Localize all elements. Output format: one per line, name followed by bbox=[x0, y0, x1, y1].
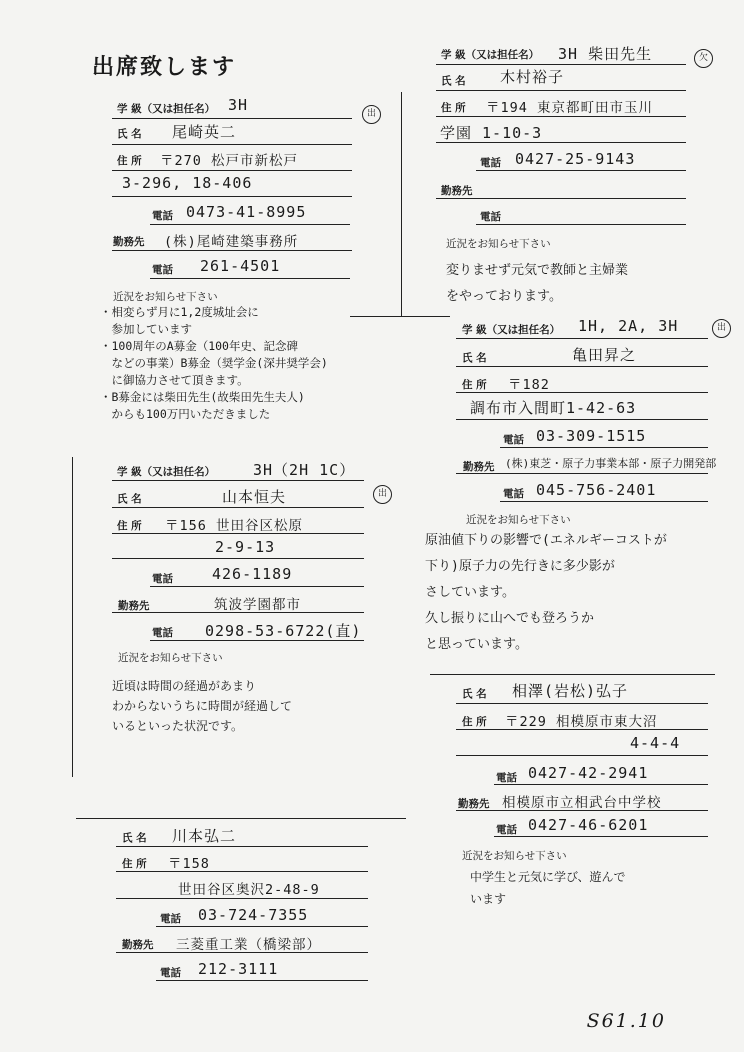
address-label: 住 所 bbox=[462, 379, 487, 391]
news-text: 中学生と元気に学び、遊んで います bbox=[470, 870, 626, 906]
name-label: 氏 名 bbox=[117, 493, 142, 505]
grade-label: 学 級（又は担任名） bbox=[462, 324, 561, 336]
name-value: 尾崎英二 bbox=[172, 123, 237, 141]
news-label: 近況をお知らせ下さい bbox=[113, 291, 218, 303]
news-label: 近況をお知らせ下さい bbox=[118, 652, 223, 664]
phone-value: 03-724-7355 bbox=[198, 906, 309, 924]
attendance-seal: 出 bbox=[712, 319, 731, 338]
address-line2: 4-4-4 bbox=[630, 734, 681, 752]
address-label: 住 所 bbox=[117, 520, 142, 532]
work-value: (株)尾崎建築事務所 bbox=[164, 234, 299, 250]
work-phone-value: 261-4501 bbox=[200, 257, 281, 275]
work-value: 三菱重工業（橋梁部） bbox=[176, 937, 321, 953]
phone-value: 0427-25-9143 bbox=[515, 150, 636, 168]
address-label: 住 所 bbox=[122, 858, 147, 870]
attendance-seal: 出 bbox=[373, 485, 392, 504]
date-stamp: S61.10 bbox=[586, 1010, 666, 1032]
address-line2: 学園 1-10-3 bbox=[440, 124, 543, 142]
phone-label: 電話 bbox=[152, 210, 173, 222]
work-phone-value: 0427-46-6201 bbox=[528, 816, 649, 834]
work-phone-label: 電話 bbox=[160, 967, 181, 979]
name-label: 氏 名 bbox=[122, 832, 147, 844]
address-line2: 世田谷区奥沢2-48-9 bbox=[178, 882, 320, 898]
work-value: (株)東芝・原子力事業本部・原子力開発部 bbox=[505, 457, 717, 470]
attendance-seal: 欠 bbox=[694, 49, 713, 68]
work-label: 勤務先 bbox=[122, 939, 154, 951]
phone-value: 426-1189 bbox=[212, 565, 293, 583]
name-label: 氏 名 bbox=[462, 352, 487, 364]
phone-label: 電話 bbox=[480, 157, 501, 169]
grade-value: 3H 柴田先生 bbox=[558, 45, 653, 63]
name-value: 木村裕子 bbox=[500, 68, 565, 86]
news-text: 変りませず元気で教師と主婦業 をやっております。 bbox=[446, 263, 629, 304]
news-text: 原油値下りの影響で(エネルギーコストが 下り)原子力の先行きに多少影が さしています。 久し振りに山へでも登ろうか と思っています。 bbox=[425, 533, 667, 652]
name-value: 川本弘二 bbox=[172, 827, 237, 845]
news-label: 近況をお知らせ下さい bbox=[446, 238, 551, 250]
name-label: 氏 名 bbox=[462, 688, 487, 700]
address-line1: 〒229 相模原市東大沼 bbox=[505, 714, 658, 730]
address-line2: 2-9-13 bbox=[215, 538, 276, 556]
phone-value: 0427-42-2941 bbox=[528, 764, 649, 782]
address-line1: 〒270 松戸市新松戸 bbox=[160, 153, 299, 169]
grade-value: 3H（2H 1C） bbox=[253, 461, 356, 479]
work-value: 相模原市立相武台中学校 bbox=[502, 795, 662, 811]
name-value: 亀田昇之 bbox=[572, 346, 637, 364]
name-value: 山本恒夫 bbox=[222, 488, 287, 506]
address-line1: 〒158 bbox=[168, 856, 210, 872]
grade-label: 学 級（又は担任名） bbox=[117, 466, 216, 478]
phone-label: 電話 bbox=[503, 434, 524, 446]
column-divider bbox=[401, 92, 402, 317]
work-phone-label: 電話 bbox=[503, 488, 524, 500]
phone-value: 03-309-1515 bbox=[536, 427, 647, 445]
work-phone-label: 電話 bbox=[496, 824, 517, 836]
news-text: ・相変らず月に1,2度城址会に 参加しています ・100周年のA募金（100年史、記念碑 などの事業）B募金（奨学金(深井奨学会) に御協力させて頂きます。 ・B募金には柴田先生(故柴田先生夫人) からも100万円いただきました bbox=[100, 305, 328, 421]
work-phone-label: 電話 bbox=[152, 627, 173, 639]
work-phone-value: 212-3111 bbox=[198, 960, 279, 978]
attendance-seal: 出 bbox=[362, 105, 381, 124]
news-label: 近況をお知らせ下さい bbox=[466, 514, 571, 526]
address-label: 住 所 bbox=[117, 155, 142, 167]
address-line1: 〒194 東京都町田市玉川 bbox=[486, 100, 654, 116]
phone-label: 電話 bbox=[496, 772, 517, 784]
name-label: 氏 名 bbox=[441, 75, 466, 87]
grade-value: 3H bbox=[228, 96, 249, 114]
address-label: 住 所 bbox=[462, 716, 487, 728]
work-label: 勤務先 bbox=[118, 600, 150, 612]
divider-line bbox=[350, 316, 450, 317]
work-label: 勤務先 bbox=[458, 798, 490, 810]
name-label: 氏 名 bbox=[117, 128, 142, 140]
address-line2: 調布市入間町1-42-63 bbox=[470, 399, 637, 417]
work-phone-label: 電話 bbox=[480, 211, 501, 223]
grade-value: 1H, 2A, 3H bbox=[578, 317, 679, 335]
grade-label: 学 級（又は担任名） bbox=[441, 49, 540, 61]
phone-label: 電話 bbox=[160, 913, 181, 925]
news-text: 近頃は時間の経過があまり わからないうちに時間が経過して いるといった状況です。 bbox=[112, 679, 293, 733]
page-title: 出席致します bbox=[92, 54, 237, 80]
news-label: 近況をお知らせ下さい bbox=[462, 850, 567, 862]
address-line1: 〒182 bbox=[508, 377, 550, 393]
work-label: 勤務先 bbox=[441, 185, 473, 197]
work-phone-value: 0298-53-6722(直) bbox=[205, 622, 362, 640]
work-value: 筑波学園都市 bbox=[214, 597, 301, 613]
address-line2: 3-296, 18-406 bbox=[122, 174, 253, 192]
grade-label: 学 級（又は担任名） bbox=[117, 103, 216, 115]
name-value: 相澤(岩松)弘子 bbox=[512, 682, 629, 700]
address-label: 住 所 bbox=[441, 102, 466, 114]
phone-value: 0473-41-8995 bbox=[186, 203, 307, 221]
work-phone-value: 045-756-2401 bbox=[536, 481, 657, 499]
work-phone-label: 電話 bbox=[152, 264, 173, 276]
address-line1: 〒156 世田谷区松原 bbox=[165, 518, 304, 534]
work-label: 勤務先 bbox=[113, 236, 145, 248]
phone-label: 電話 bbox=[152, 573, 173, 585]
work-label: 勤務先 bbox=[463, 461, 495, 473]
